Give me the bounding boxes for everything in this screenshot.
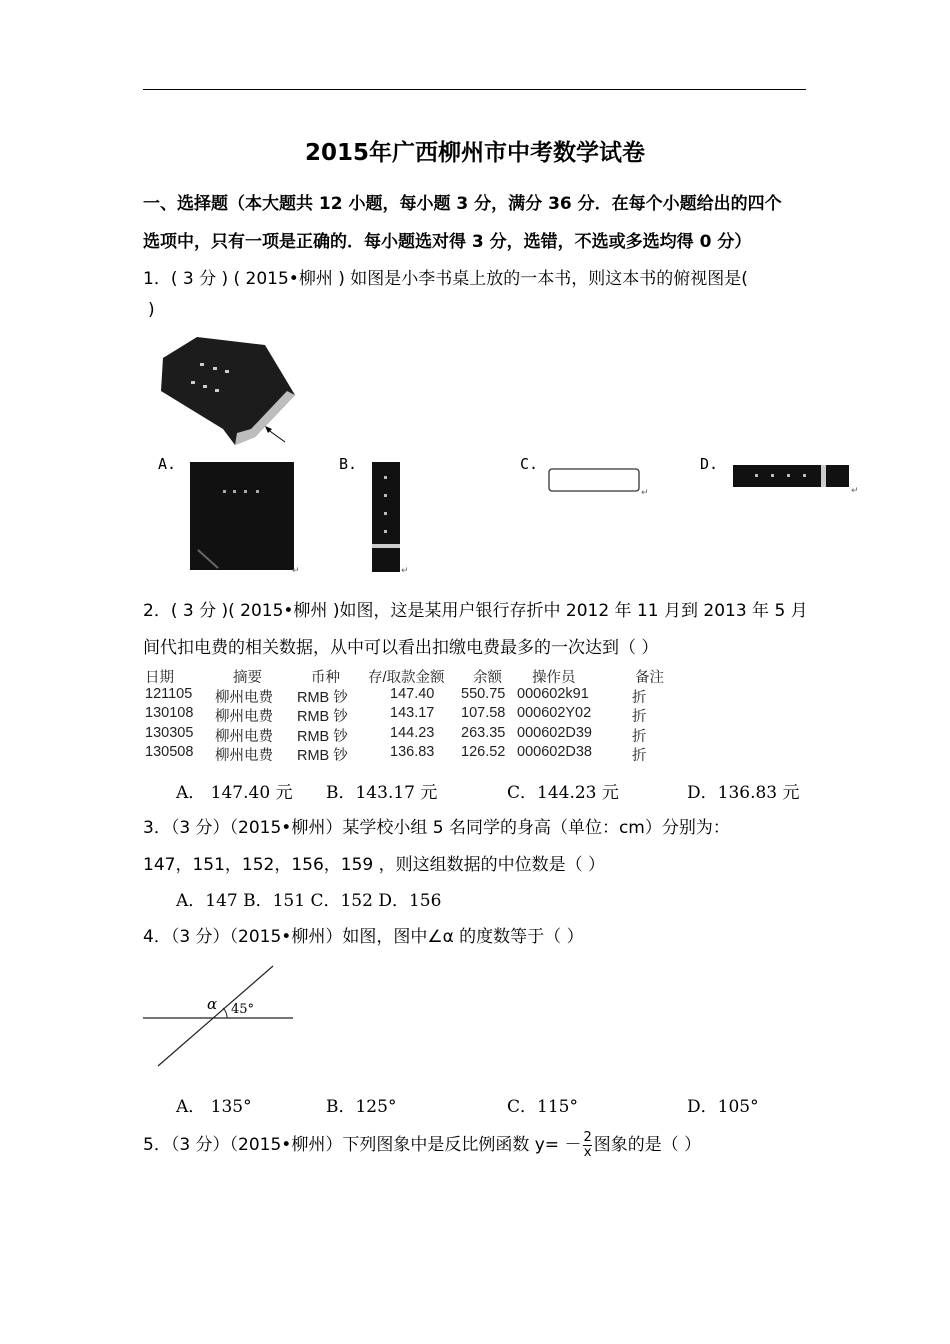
q4-stem-line1: 4．（3 分）（2015•柳州）如图，图中∠α 的度数等于（ ） [143,927,584,947]
table-cell: 130305 [145,724,194,741]
angle-figure [143,960,303,1072]
book-outline-icon [546,466,656,498]
section-heading-line2: 选项中，只有一项是正确的．每小题选对得 3 分，选错，不选或多选均得 0 分） [143,232,752,252]
table-cell: 126.52 [461,744,506,760]
table-cell: 130108 [145,705,194,721]
q2-option-c: C．144.23 元 [507,783,619,803]
svg-text:↵: ↵ [851,486,859,496]
q1-option-b-label: B. [339,455,358,473]
page-title: 2015年广西柳州市中考数学试卷 [304,140,645,166]
transversal-line [158,966,273,1066]
book-top-view-icon [188,460,308,575]
table-cell: 柳州电费 [215,689,273,706]
q1-option-a-label: A. [158,455,177,473]
table-cell: 121105 [145,685,193,702]
q4-option-d: D．105° [687,1097,759,1117]
angle-45-label: 45° [231,1002,255,1017]
table-cell: 550.75 [461,685,506,702]
table-cell: 000602D39 [517,724,592,741]
q2-option-d: D．136.83 元 [687,783,800,803]
table-cell: RMB 钞 [297,709,348,725]
table-cell: 折 [632,728,647,745]
q1-option-c-label: C. [520,455,539,473]
q2-option-a: A． 147.40 元 [176,783,293,803]
book-photo [155,333,305,451]
alpha-label: α [207,995,218,1013]
q2-option-b: B．143.17 元 [326,783,438,803]
q5-stem [143,1130,701,1160]
table-cell: 柳州电费 [215,748,273,764]
q1-stem-line1: 1．( 3 分 ) ( 2015•柳州 ) 如图是小李书桌上放的一本书，则这本书的俯视图是( [143,269,748,289]
q3-stem-line1: 3．（3 分）（2015•柳州）某学校小组 5 名同学的身高（单位：cm）分别为： [143,818,730,838]
section-heading-line1: 一、选择题（本大题共 12 小题，每小题 3 分，满分 36 分．在每个小题给出的四个 [143,194,782,214]
q2-stem-line1: 2．( 3 分 )( 2015•柳州 )如图，这是某用户银行存折中 2012 年 11 月到 2013 年 5 月 [143,601,808,621]
table-cell: 144.23 [390,724,435,741]
table-header: 日期 [145,670,174,686]
svg-text:↵: ↵ [292,566,300,575]
table-cell: RMB 钞 [297,689,348,706]
q4-option-a: A． 135° [176,1097,252,1117]
table-cell: 136.83 [390,744,435,760]
frac-denominator: x [583,1144,592,1160]
q4-option-c: C．115° [507,1097,578,1117]
top-rule [143,89,806,90]
table-cell: 130508 [145,744,194,760]
table-cell: 000602D38 [517,744,592,760]
table-cell: 107.58 [461,705,506,721]
q2-stem-line2: 间代扣电费的相关数据，从中可以看出扣缴电费最多的一次达到（ ） [143,638,659,658]
table-cell: 柳州电费 [215,728,273,745]
q1-stem-line2: ) [148,300,155,320]
book-spine-vertical-icon [368,460,413,575]
book-spine-horizontal-icon [731,463,866,498]
q3-options: A．147 B．151 C．152 D．156 [176,891,442,911]
table-cell: 折 [632,748,647,764]
table-cell: 折 [632,689,647,706]
table-header: 存/取款金额 [368,670,445,686]
q4-option-b: B．125° [326,1097,397,1117]
table-cell: 000602k91 [517,685,589,702]
svg-text:↵: ↵ [641,488,649,498]
table-cell: RMB 钞 [297,748,348,764]
q3-stem-line2: 147，151，152，156，159 ，则这组数据的中位数是（ ） [143,855,606,875]
table-cell: 263.35 [461,724,506,741]
table-cell: RMB 钞 [297,728,348,745]
table-cell: 折 [632,709,647,725]
svg-text:↵: ↵ [401,566,409,575]
q5-stem-suffix: 图象的是（ ） [593,1135,702,1155]
fraction-two-over-x [583,1131,591,1160]
table-cell: 000602Y02 [517,705,592,721]
table-cell: 143.17 [390,705,435,721]
table-header: 余额 [473,670,502,686]
q1-option-d-label: D. [700,455,719,473]
table-header: 操作员 [532,670,576,686]
table-cell: 柳州电费 [215,709,273,725]
table-header: 币种 [311,670,340,686]
table-header: 备注 [635,670,664,686]
q5-stem-prefix: 5．（3 分）（2015•柳州）下列图象中是反比例函数 y= － [143,1135,582,1155]
frac-numerator: 2 [583,1129,592,1145]
table-header: 摘要 [233,670,262,686]
table-cell: 147.40 [390,685,435,702]
